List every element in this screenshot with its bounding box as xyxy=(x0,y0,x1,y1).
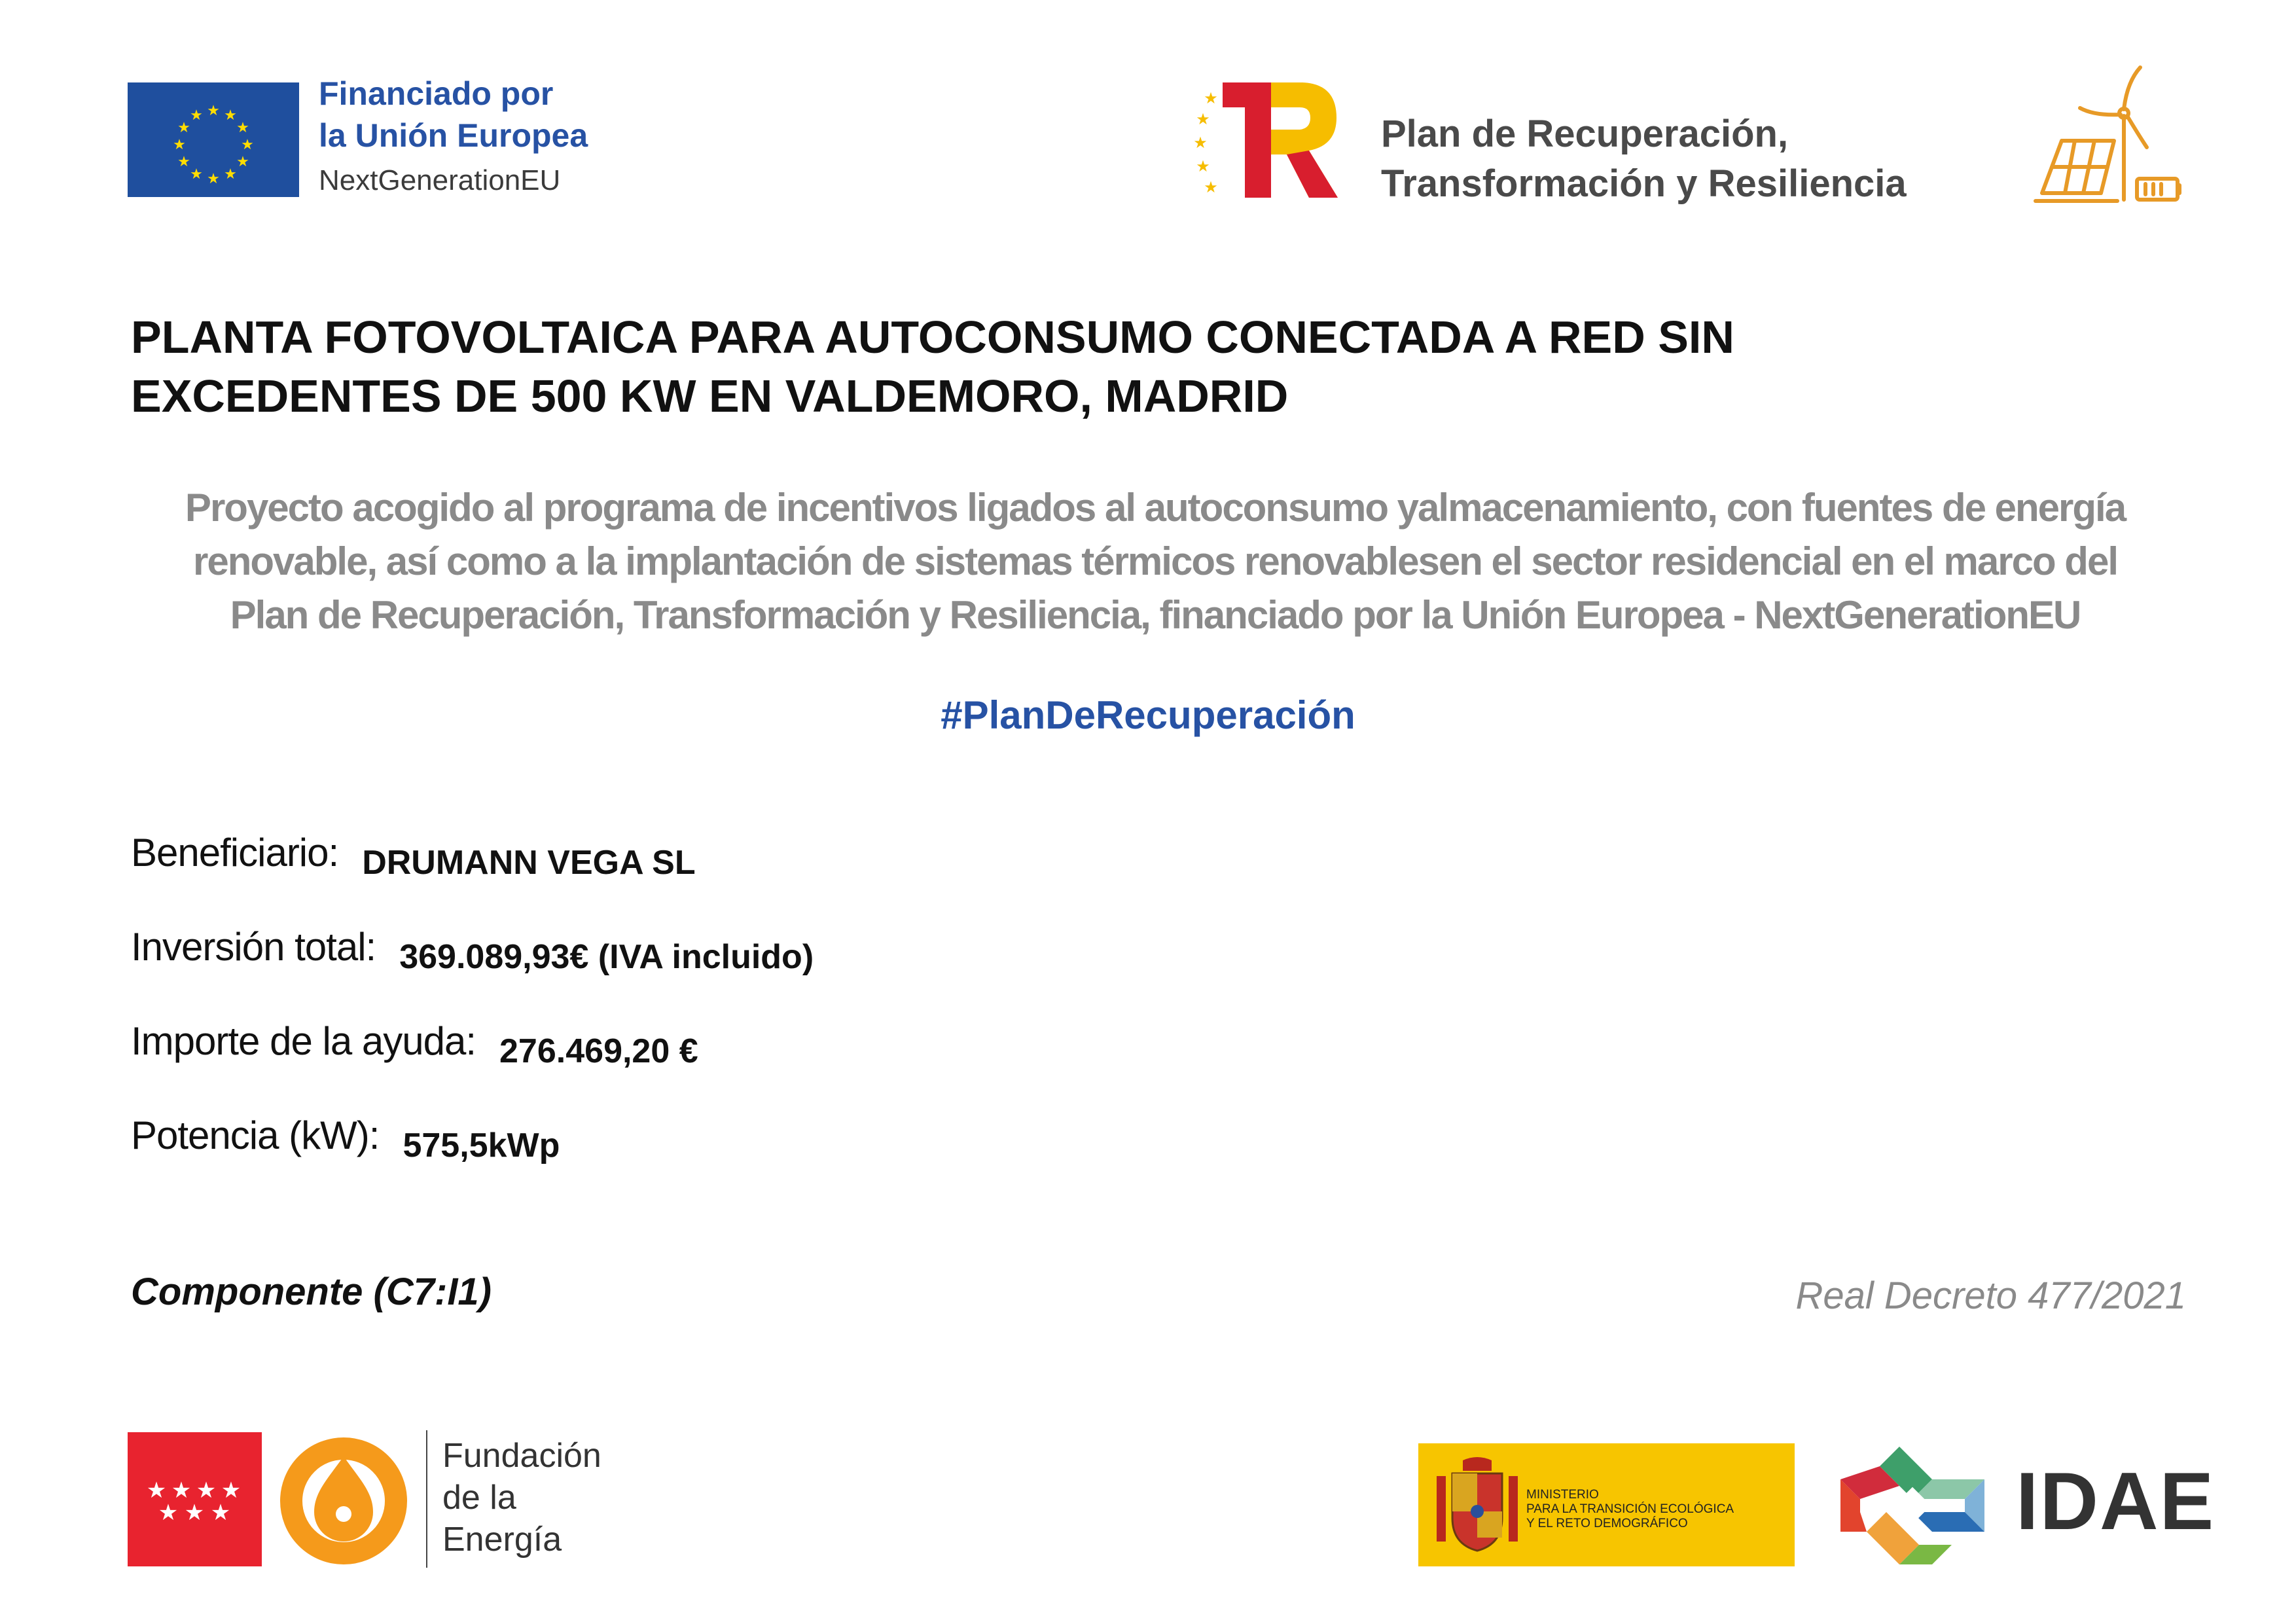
program-description xyxy=(124,481,2186,642)
svg-text:★: ★ xyxy=(1193,134,1208,152)
eu-flag-icon xyxy=(128,82,299,197)
field-ayuda xyxy=(131,1019,698,1070)
svg-text:★: ★ xyxy=(146,1477,167,1504)
field-value: 369.089,93€ (IVA incluido) xyxy=(399,938,814,976)
plan-line2: Transformación y Resiliencia xyxy=(1381,162,1907,205)
svg-text:★: ★ xyxy=(1196,110,1210,128)
title-line2: EXCEDENTES DE 500 KW EN VALDEMORO, MADRID xyxy=(131,370,1289,422)
eu-funding-line2: la Unión Europea xyxy=(319,117,588,154)
eu-funding-line1: Financiado por xyxy=(319,75,554,112)
svg-text:★: ★ xyxy=(171,1477,192,1504)
fundacion-logo-icon xyxy=(275,1430,412,1568)
hashtag: #PlanDeRecuperación xyxy=(941,693,1355,737)
svg-text:★: ★ xyxy=(207,103,220,119)
componente-label: Componente (C7:I1) xyxy=(131,1271,492,1313)
madrid-flag-icon xyxy=(128,1432,262,1566)
svg-text:★: ★ xyxy=(177,154,190,170)
field-inversion xyxy=(131,924,814,976)
description-line3: Plan de Recuperación, Transformación y Resiliencia, financiado por la Unión Europea - NextGenerationEU xyxy=(230,593,2081,637)
eu-funding-line3: NextGenerationEU xyxy=(319,164,561,196)
ministerio-line2: PARA LA TRANSICIÓN ECOLÓGICA xyxy=(1526,1502,1734,1516)
svg-text:★: ★ xyxy=(177,120,190,136)
svg-text:★: ★ xyxy=(184,1500,205,1526)
svg-text:★: ★ xyxy=(1204,178,1218,196)
ministerio-logo xyxy=(1418,1443,1795,1566)
fundacion-label xyxy=(442,1435,601,1561)
ministerio-label xyxy=(1526,1488,1734,1531)
svg-text:★: ★ xyxy=(1204,89,1218,107)
field-potencia xyxy=(131,1113,560,1164)
title-line1: PLANTA FOTOVOLTAICA PARA AUTOCONSUMO CONECTADA A RED SIN xyxy=(131,312,1734,363)
plan-line1: Plan de Recuperación, xyxy=(1381,113,1789,155)
field-beneficiario xyxy=(131,830,696,882)
eu-funding-label xyxy=(319,77,588,195)
svg-text:★: ★ xyxy=(190,107,203,124)
fundacion-divider xyxy=(426,1430,427,1568)
field-value: 276.469,20 € xyxy=(499,1032,698,1070)
svg-text:★: ★ xyxy=(224,166,237,183)
svg-text:★: ★ xyxy=(210,1500,231,1526)
field-label: Inversión total: xyxy=(131,925,376,969)
svg-text:★: ★ xyxy=(196,1477,217,1504)
fundacion-line1: Fundación xyxy=(442,1437,601,1475)
svg-text:★: ★ xyxy=(173,137,186,153)
field-label: Potencia (kW): xyxy=(131,1113,380,1157)
description-line2: renovable, así como a la implantación de sistemas térmicos renovablesen el sector residencial en el marco del xyxy=(193,539,2117,583)
idae-wordmark: IDAE xyxy=(2016,1456,2215,1547)
field-label: Importe de la ayuda: xyxy=(131,1019,476,1063)
field-label: Beneficiario: xyxy=(131,831,339,875)
svg-text:★: ★ xyxy=(207,171,220,187)
svg-text:★: ★ xyxy=(224,107,237,124)
ministerio-line3: Y EL RETO DEMOGRÁFICO xyxy=(1526,1517,1688,1530)
spain-shield-icon xyxy=(1431,1455,1523,1555)
svg-text:★: ★ xyxy=(190,166,203,183)
svg-text:★: ★ xyxy=(241,137,254,153)
idae-logo-icon xyxy=(1826,1440,2000,1571)
field-value: 575,5kWp xyxy=(403,1127,560,1164)
plan-recuperacion-label xyxy=(1381,115,1907,203)
description-line1: Proyecto acogido al programa de incentivos ligados al autoconsumo yalmacenamiento, con fuentes de energía xyxy=(185,486,2126,530)
decreto-label: Real Decreto 477/2021 xyxy=(1795,1274,2186,1317)
field-value: DRUMANN VEGA SL xyxy=(362,844,696,882)
svg-text:★: ★ xyxy=(158,1500,179,1526)
fundacion-line3: Energía xyxy=(442,1521,562,1559)
svg-text:★: ★ xyxy=(236,120,249,136)
svg-text:★: ★ xyxy=(1196,157,1210,175)
fundacion-line2: de la xyxy=(442,1479,516,1517)
svg-text:★: ★ xyxy=(221,1477,242,1504)
solar-wind-icon xyxy=(2029,62,2186,213)
project-title xyxy=(131,308,2173,425)
svg-text:★: ★ xyxy=(236,154,249,170)
prtr-logo-icon xyxy=(1191,77,1342,202)
ministerio-line1: MINISTERIO xyxy=(1526,1488,1599,1502)
